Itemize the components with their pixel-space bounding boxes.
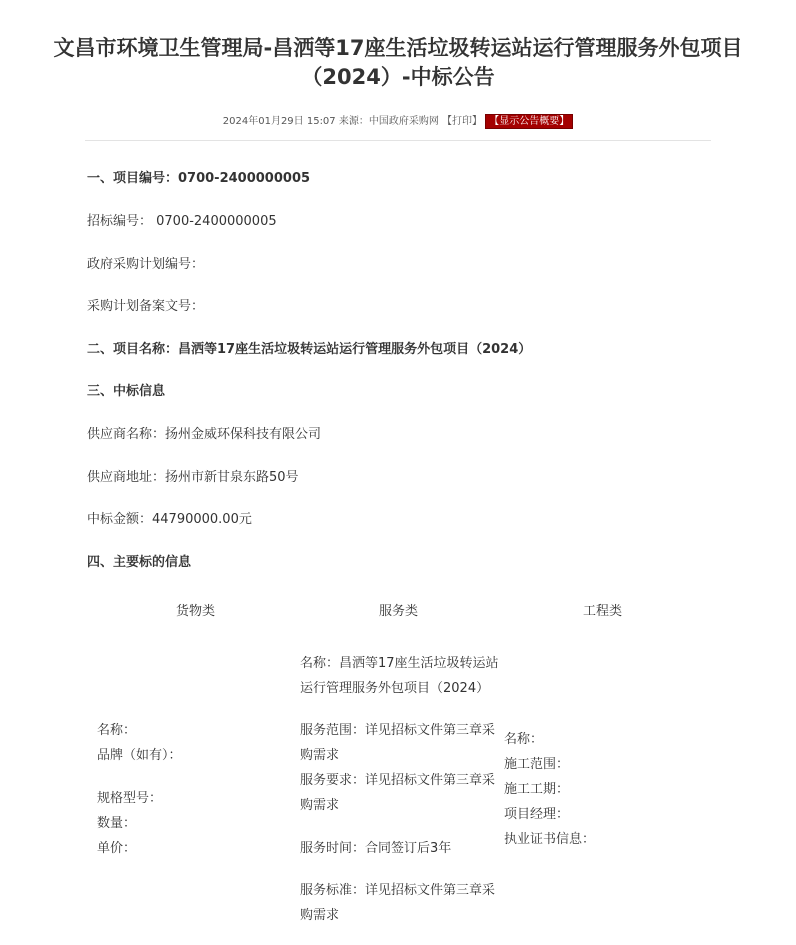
print-link[interactable]: 【打印】 — [442, 116, 483, 127]
works-duration: 施工工期： — [504, 782, 570, 797]
works-project-manager: 项目经理： — [504, 807, 570, 822]
publish-datetime: 2024年01月29日 15:07 — [222, 116, 336, 127]
goods-quantity: 数量： — [97, 816, 137, 831]
service-scope-line2: 购需求 — [300, 748, 340, 763]
procurement-plan-number: 政府采购计划编号： — [87, 257, 205, 272]
bid-number: 招标编号： 0700-2400000005 — [87, 214, 277, 229]
works-license-info: 执业证书信息： — [504, 832, 596, 847]
plan-record-number: 采购计划备案文号： — [87, 299, 205, 314]
service-name-line2: 运行管理服务外包项目（2024） — [300, 681, 490, 696]
works-scope: 施工范围： — [504, 757, 570, 772]
section-project-name-heading: 二、项目名称：昌洒等17座生活垃圾转运站运行管理服务外包项目（2024） — [87, 342, 532, 357]
column-goods: 货物类 — [176, 604, 216, 619]
page-title-line2: （2024）-中标公告 — [301, 65, 495, 89]
column-works: 工程类 — [583, 604, 623, 619]
goods-name: 名称： — [97, 723, 137, 738]
page-title-line1: 文昌市环境卫生管理局-昌洒等17座生活垃圾转运站运行管理服务外包项目 — [53, 36, 743, 60]
supplier-name: 供应商名称：扬州金威环保科技有限公司 — [87, 427, 322, 442]
goods-unit-price: 单价： — [97, 841, 137, 856]
divider — [85, 140, 711, 141]
service-standard-line1: 服务标准：详见招标文件第三章采 — [300, 883, 496, 898]
source-label: 来源：中国政府采购网 — [338, 116, 439, 127]
service-requirement-line2: 购需求 — [300, 798, 340, 813]
service-time: 服务时间：合同签订后3年 — [300, 841, 452, 856]
section-main-items-heading: 四、主要标的信息 — [87, 555, 192, 570]
service-requirement-line1: 服务要求：详见招标文件第三章采 — [300, 773, 496, 788]
service-scope-line1: 服务范围：详见招标文件第三章采 — [300, 723, 496, 738]
service-standard-line2: 购需求 — [300, 908, 340, 923]
show-summary-button[interactable]: 【显示公告概要】 — [485, 114, 573, 129]
section-award-info-heading: 三、中标信息 — [87, 384, 166, 399]
page-title — [20, 34, 776, 92]
column-services: 服务类 — [379, 604, 419, 619]
goods-model: 规格型号： — [97, 791, 163, 806]
award-amount: 中标金额：44790000.00元 — [87, 512, 252, 527]
works-name: 名称： — [504, 732, 544, 747]
supplier-address: 供应商地址：扬州市新甘泉东路50号 — [87, 470, 299, 485]
service-name-line1: 名称：昌洒等17座生活垃圾转运站 — [300, 656, 499, 671]
meta-bar — [0, 112, 796, 127]
goods-brand: 品牌（如有）： — [97, 748, 182, 763]
section-project-number-heading: 一、项目编号：0700-2400000005 — [87, 171, 311, 186]
